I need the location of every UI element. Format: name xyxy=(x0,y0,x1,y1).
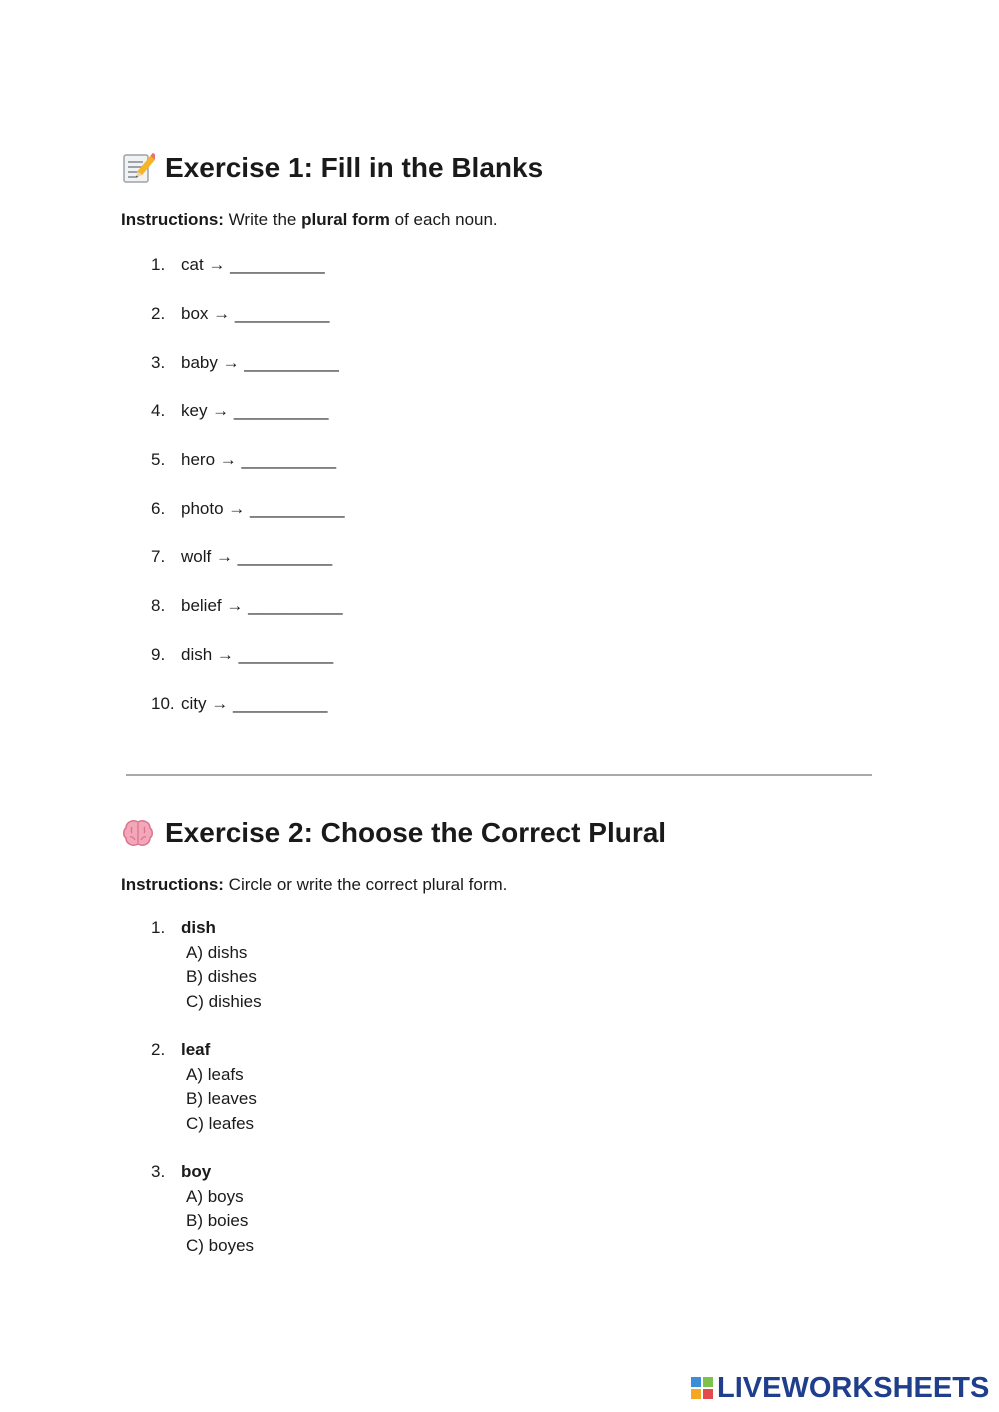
option-c[interactable]: C) boyes xyxy=(186,1235,255,1255)
question-word: boy xyxy=(181,1162,212,1181)
question-number: 1. xyxy=(151,918,166,937)
option-b[interactable]: B) boies xyxy=(186,1211,249,1230)
item-number: 3. xyxy=(151,353,166,372)
item-text: belief → __________ xyxy=(181,596,343,615)
exercise-1-instructions xyxy=(121,209,498,231)
section-divider xyxy=(126,774,872,776)
option-a[interactable]: A) dishs xyxy=(186,942,248,962)
instructions-emphasis: plural form xyxy=(301,210,390,229)
question-number: 3. xyxy=(151,1162,166,1181)
option-a[interactable]: A) leafs xyxy=(186,1064,244,1084)
item-number: 9. xyxy=(151,645,166,664)
item-number: 6. xyxy=(151,499,166,518)
item-number: 1. xyxy=(151,255,166,274)
question-item xyxy=(151,1038,257,1136)
instructions-label: Instructions: xyxy=(121,875,224,894)
option-c[interactable]: C) dishies xyxy=(186,991,262,1011)
option-c[interactable]: C) leafes xyxy=(186,1113,255,1133)
memo-icon xyxy=(121,151,155,185)
instructions-text: Write the xyxy=(223,210,302,229)
fill-item[interactable] xyxy=(151,303,329,325)
item-text: box → __________ xyxy=(181,304,330,323)
instructions-text-end: of each noun. xyxy=(389,210,498,229)
item-number: 7. xyxy=(151,547,166,566)
exercise-2-title: Exercise 2: Choose the Correct Plural xyxy=(165,817,667,848)
item-number: 2. xyxy=(151,304,166,323)
instructions-label: Instructions: xyxy=(121,210,224,229)
item-text: hero → __________ xyxy=(181,450,337,469)
fill-item[interactable] xyxy=(151,498,345,520)
exercise-1-heading xyxy=(121,150,543,186)
question-word: dish xyxy=(181,918,216,937)
item-text: dish → __________ xyxy=(181,645,334,664)
item-text: city → __________ xyxy=(181,694,328,713)
option-b[interactable]: B) leaves xyxy=(186,1089,257,1108)
item-number: 5. xyxy=(151,450,166,469)
question-word: leaf xyxy=(181,1040,211,1059)
logo-text: LIVEWORKSHEETS xyxy=(717,1371,990,1404)
fill-item[interactable] xyxy=(151,644,333,666)
exercise-1-title: Exercise 1: Fill in the Blanks xyxy=(165,152,544,183)
item-number: 4. xyxy=(151,401,166,420)
item-text: wolf → __________ xyxy=(181,547,333,566)
exercise-2-heading xyxy=(121,815,666,851)
fill-item[interactable] xyxy=(151,595,343,617)
exercise-2-instructions xyxy=(121,874,507,896)
fill-item[interactable] xyxy=(151,400,328,422)
logo-mark-icon xyxy=(691,1377,713,1399)
brain-icon xyxy=(121,816,155,850)
fill-item[interactable] xyxy=(151,449,336,471)
item-number: 8. xyxy=(151,596,166,615)
fill-item[interactable] xyxy=(151,693,328,715)
fill-item[interactable] xyxy=(151,546,332,568)
question-item xyxy=(151,1160,254,1258)
option-a[interactable]: A) boys xyxy=(186,1186,244,1206)
option-b[interactable]: B) dishes xyxy=(186,967,257,986)
item-text: photo → __________ xyxy=(181,499,345,518)
item-text: cat → __________ xyxy=(181,255,325,274)
item-text: key → __________ xyxy=(181,401,329,420)
fill-item[interactable] xyxy=(151,352,339,374)
liveworksheets-logo xyxy=(691,1372,989,1404)
fill-item[interactable] xyxy=(151,254,325,276)
question-number: 2. xyxy=(151,1040,166,1059)
item-text: baby → __________ xyxy=(181,353,339,372)
item-number: 10. xyxy=(151,694,175,713)
question-item xyxy=(151,916,262,1014)
instructions-text: Circle or write the correct plural form. xyxy=(223,875,508,894)
